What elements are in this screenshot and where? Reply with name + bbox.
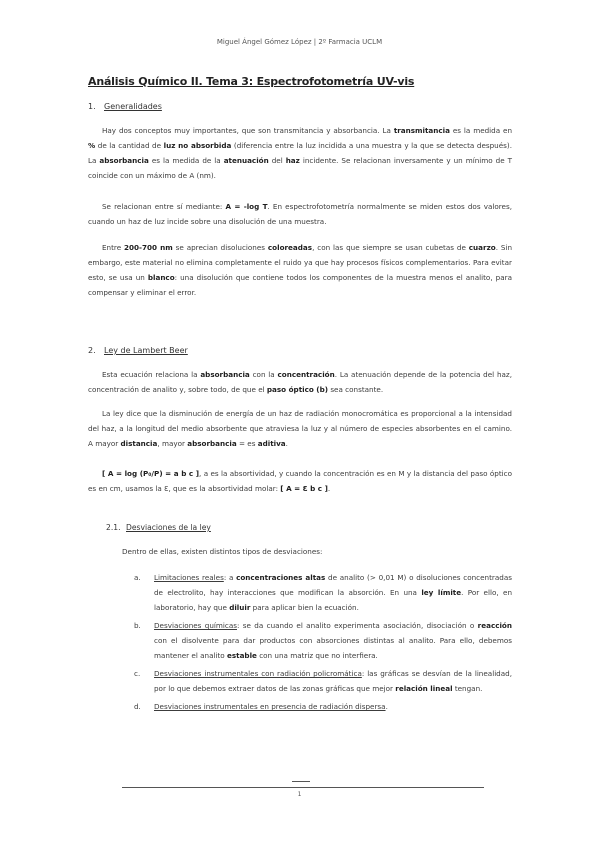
text-run: sea constante.: [328, 385, 384, 394]
item-title: Desviaciones instrumentales en presencia de radiación dispersa: [154, 702, 386, 711]
bold-term: coloreadas: [267, 243, 313, 252]
text-run: : las gráficas se desvían de la linealidad, por lo que debemos extraer datos de las zonas gráficas que mejor: [154, 669, 513, 693]
bold-term: relación lineal: [395, 684, 453, 693]
bold-term: diluir: [229, 603, 251, 612]
text-run: .: [385, 702, 388, 711]
list-marker: a.: [134, 573, 141, 582]
section-label: Ley de Lambert Beer: [104, 346, 188, 355]
text-run: incidente. Se relacionan inversamente y un mínimo de T coincide con un máximo de A (nm).: [88, 156, 512, 180]
text-run: es la medida en: [449, 126, 513, 135]
document-title: Análisis Químico II. Tema 3: Espectrofotometría UV-vis: [88, 75, 415, 88]
formula: [ A = log (P₀/P) = a b c ]: [102, 469, 200, 478]
bold-term: transmitancia: [393, 126, 450, 135]
bold-term: concentración: [277, 370, 335, 379]
list-item: [134, 570, 512, 615]
bold-term: haz: [285, 156, 300, 165]
text-run: .: [285, 439, 288, 448]
footer-rule: [122, 787, 484, 788]
bold-term: absorbancia: [99, 156, 149, 165]
bold-term: absorbancia: [200, 370, 250, 379]
section-number: 1.: [88, 102, 96, 111]
text-run: : una disolución que contiene todos los componentes de la muestra menos el analito, para compensar y eliminar el error.: [88, 273, 512, 297]
text-run: : a: [223, 573, 237, 582]
text-run: (diferencia entre la luz incidida a una muestra y la que se detecta después). La: [88, 141, 512, 165]
bold-term: reacción: [477, 621, 512, 630]
text-run: . La atenuación depende de la potencia del haz, concentración de analito y, sobre todo, de que el: [88, 370, 512, 394]
bold-term: paso óptico (b): [266, 385, 329, 394]
text-run: .: [327, 484, 331, 493]
bold-term: ley límite: [421, 588, 462, 597]
text-run: de analito (> 0,01 M) o disoluciones concentradas de electrolito, hay interacciones que modifican la absorción. En una: [154, 573, 512, 597]
paragraph-ecuacion: [88, 367, 512, 397]
text-run: , mayor: [157, 439, 188, 448]
text-run: . En espectrofotometría normalmente se miden estos dos valores, cuando un haz de luz incide sobre una disolución de una muestra.: [88, 202, 512, 226]
bold-term: %: [88, 141, 96, 150]
text-run: Se relacionan entre sí mediante:: [102, 202, 226, 211]
section-heading-lambert-beer: [88, 346, 188, 355]
bold-term: absorbancia: [187, 439, 237, 448]
subsection-number: 2.1.: [106, 523, 121, 532]
list-marker: b.: [134, 621, 141, 630]
text-run: tengan.: [452, 684, 483, 693]
paragraph-formula: [88, 466, 512, 496]
text-run: Esta ecuación relaciona la: [102, 370, 201, 379]
footer-tick-mark: [292, 781, 310, 782]
section-heading-generalidades: [88, 102, 162, 111]
list-marker: c.: [134, 669, 141, 678]
bold-term: atenuación: [223, 156, 269, 165]
text-run: para aplicar bien la ecuación.: [250, 603, 359, 612]
item-title: Desviaciones instrumentales con radiación policromática: [154, 669, 362, 678]
text-run: con una matriz que no interfiera.: [256, 651, 378, 660]
list-marker: d.: [134, 702, 141, 711]
page-header: Miguel Ángel Gómez López | 2º Farmacia UCLM: [216, 38, 383, 46]
text-run: es la medida de la: [148, 156, 224, 165]
text-run: La ley dice que la disminución de energía de un haz de radiación monocromática es proporcional a la intensidad del haz, a la longitud del medio absorbente que atraviesa la luz y al número de especies absorbentes en el camino. A mayor: [88, 409, 512, 448]
list-item: [134, 699, 512, 714]
bold-term: estable: [226, 651, 257, 660]
section-label: Generalidades: [104, 102, 162, 111]
bold-term: luz no absorbida: [163, 141, 232, 150]
subsection-intro: Dentro de ellas, existen distintos tipos de desviaciones:: [122, 547, 323, 556]
paragraph-cubetas: [88, 240, 512, 300]
text-run: del: [268, 156, 286, 165]
text-run: Entre: [102, 243, 125, 252]
page-number: 1: [297, 791, 302, 798]
text-run: = es: [236, 439, 258, 448]
deviations-list: [134, 570, 512, 717]
subsection-label: Desviaciones de la ley: [126, 523, 211, 532]
list-item: [134, 618, 512, 663]
bold-term: 200-700 nm: [124, 243, 173, 252]
bold-term: A = -log T: [225, 202, 268, 211]
text-run: . Por ello, en laboratorio, hay que: [154, 588, 512, 612]
bold-term: cuarzo: [468, 243, 496, 252]
section-number: 2.: [88, 346, 96, 355]
text-run: , con las que siempre se usan cubetas de: [312, 243, 469, 252]
item-title: Limitaciones reales: [154, 573, 224, 582]
paragraph-ley: [88, 406, 512, 451]
text-run: con el disolvente para dar productos con absorciones distintas al analito. Para ello, debemos mantener el analito: [154, 636, 512, 660]
paragraph-transmitancia: [88, 123, 512, 183]
paragraph-relacion: [88, 199, 512, 229]
text-run: : se da cuando el analito experimenta asociación, disociación o: [237, 621, 478, 630]
text-run: , a es la absortividad, y cuando la concentración es en M y la distancia del paso óptico es en cm, usamos la Ɛ, que es la absortividad molar:: [88, 469, 512, 493]
text-run: con la: [249, 370, 278, 379]
bold-term: blanco: [147, 273, 175, 282]
formula: [ A = Ɛ b c ]: [280, 484, 328, 493]
bold-term: aditiva: [257, 439, 286, 448]
bold-term: concentraciones altas: [236, 573, 326, 582]
item-title: Desviaciones químicas: [154, 621, 237, 630]
text-run: Hay dos conceptos muy importantes, que son transmitancia y absorbancia. La: [102, 126, 394, 135]
text-run: de la cantidad de: [95, 141, 164, 150]
text-run: se aprecian disoluciones: [172, 243, 268, 252]
subsection-heading-desviaciones: [106, 523, 211, 532]
bold-term: distancia: [120, 439, 158, 448]
list-item: [134, 666, 512, 696]
text-run: . Sin embargo, este material no elimina completamente el ruido ya que hay procesos físicos complementarios. Para evitar esto, se usa un: [88, 243, 512, 282]
